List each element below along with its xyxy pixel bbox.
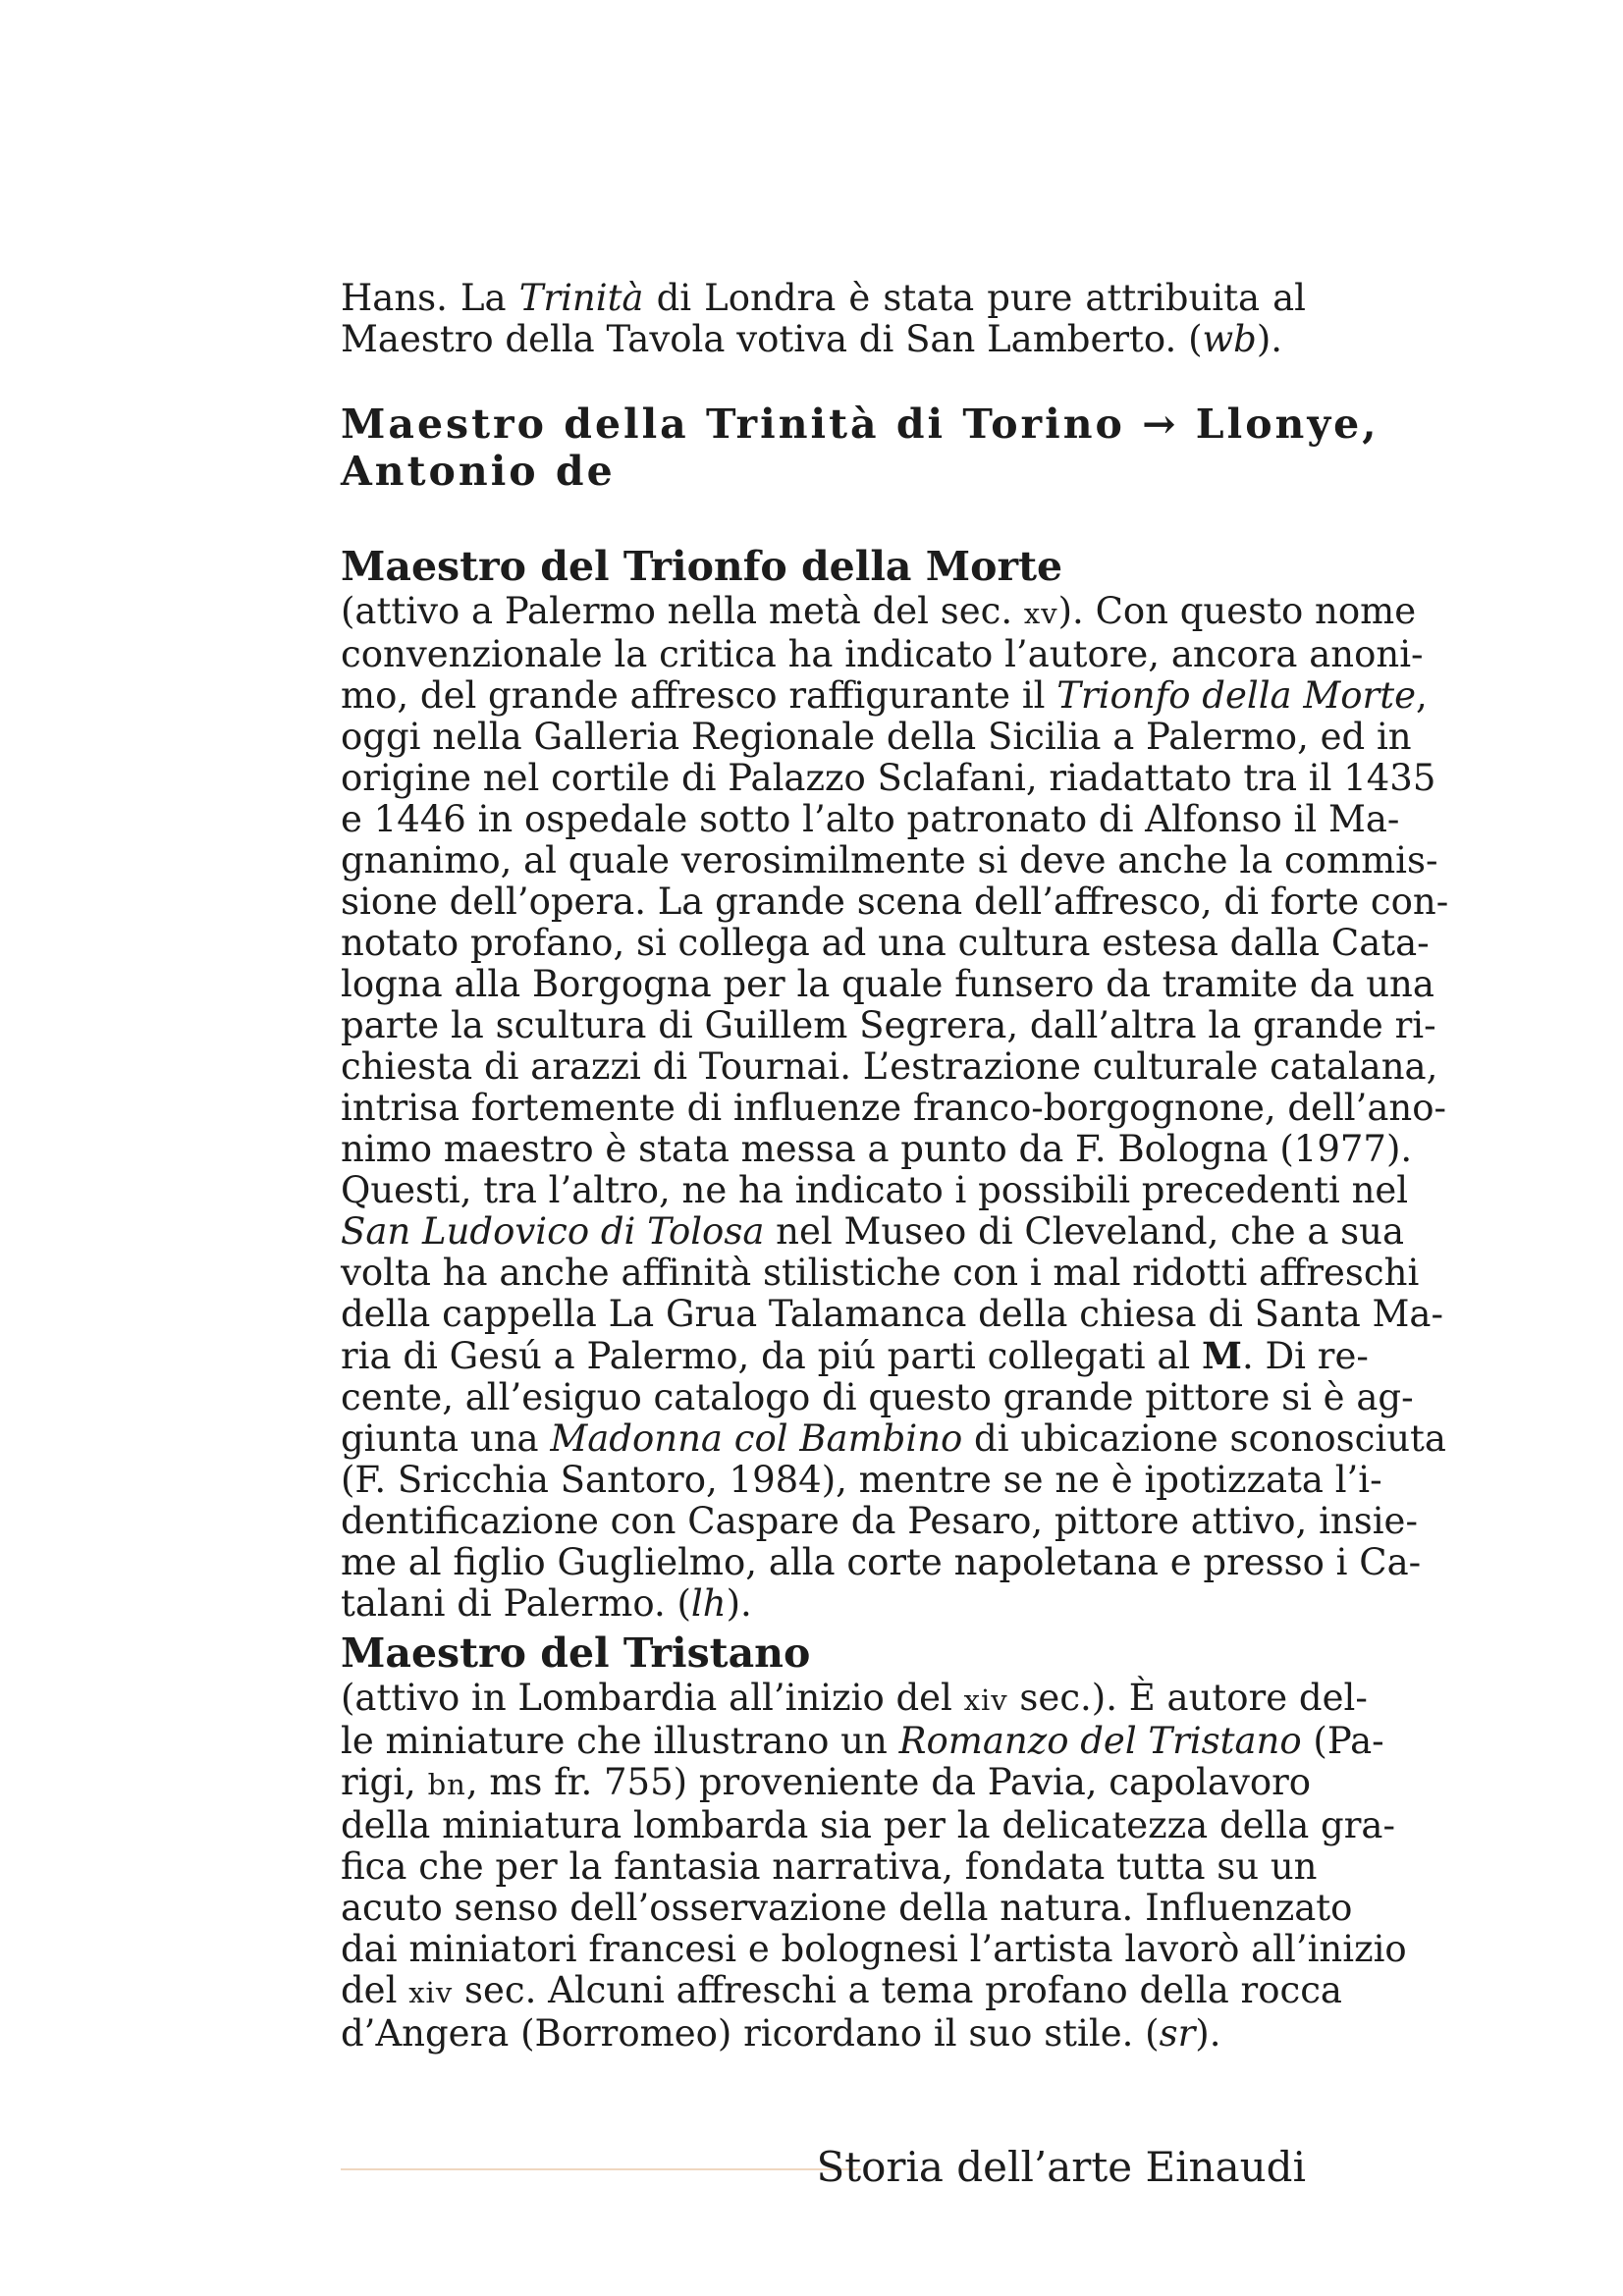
text-line: chiesta di arazzi di Tournai. L’estrazione culturale catalana,	[341, 1045, 1438, 1088]
text-line: cente, all’esiguo catalogo di questo grande pittore si è ag-	[341, 1376, 1414, 1418]
text-line: del xiv sec. Alcuni affreschi a tema profano della rocca	[341, 1969, 1342, 2011]
text-line: volta ha anche affinità stilistiche con i mal ridotti affreschi	[341, 1252, 1420, 1294]
text-line: giunta una Madonna col Bambino di ubicazione sconosciuta	[341, 1417, 1446, 1460]
entry-trinita-torino	[341, 400, 1380, 495]
text-line: dai miniatori francesi e bolognesi l’artista lavorò all’inizio	[341, 1928, 1407, 1970]
text-line: acuto senso dell’osservazione della natura. Influenzato	[341, 1887, 1353, 1929]
text-line: gnanimo, al quale verosimilmente si deve anche la commis-	[341, 839, 1438, 881]
text-line: sione dell’opera. La grande scena dell’affresco, di forte con-	[341, 881, 1449, 923]
text-line: rigi, bn, ms fr. 755) proveniente da Pavia, capolavoro	[341, 1761, 1312, 1803]
text-line: dentificazione con Caspare da Pesaro, pittore attivo, insie-	[341, 1500, 1418, 1542]
text-line: Questi, tra l’altro, ne ha indicato i possibili precedenti nel	[341, 1169, 1409, 1211]
text-line: talani di Palermo. (lh).	[341, 1582, 752, 1625]
text-line: d’Angera (Borromeo) ricordano il suo stile. (sr).	[341, 2012, 1221, 2055]
text-line: (F. Sricchia Santoro, 1984), mentre se ne è ipotizzata l’i-	[341, 1459, 1382, 1501]
footer-rule	[341, 2168, 861, 2170]
text-line: (attivo in Lombardia all’inizio del xiv sec.). È autore del-	[341, 1677, 1368, 1719]
text-line: Maestro della Tavola votiva di San Lamberto. (wb).	[341, 318, 1283, 360]
text-line: e 1446 in ospedale sotto l’alto patronato di Alfonso il Ma-	[341, 798, 1400, 840]
text-line: intrisa fortemente di influenze franco-borgognone, dell’ano-	[341, 1087, 1447, 1129]
text-line: della cappella La Grua Talamanca della chiesa di Santa Ma-	[341, 1293, 1443, 1335]
text-line: mo, del grande affresco raffigurante il Trionfo della Morte,	[341, 674, 1428, 717]
entry-heading: Maestro del Trionfo della Morte	[341, 543, 1063, 590]
text-line: Hans. La Trinità di Londra è stata pure attribuita al	[341, 277, 1307, 319]
entry-tristano	[341, 1629, 1407, 2055]
entry-heading: Antonio de	[341, 448, 616, 495]
text-line: notato profano, si collega ad una cultura estesa dalla Cata-	[341, 922, 1430, 964]
text-line: fica che per la fantasia narrativa, fondata tutta su un	[341, 1845, 1318, 1888]
text-line: me al figlio Guglielmo, alla corte napoletana e presso i Ca-	[341, 1541, 1422, 1583]
text-line: ria di Gesú a Palermo, da piú parti collegati al M. Di re-	[341, 1334, 1369, 1377]
footer-title: Storia dell’arte Einaudi	[816, 2143, 1306, 2191]
entry-continuation	[341, 278, 1306, 360]
text-line: parte la scultura di Guillem Segrera, dall’altra la grande ri-	[341, 1004, 1436, 1046]
entry-heading: Maestro della Trinità di Torino → Llonye,	[341, 400, 1380, 448]
text-line: origine nel cortile di Palazzo Sclafani, riadattato tra il 1435	[341, 757, 1436, 799]
text-line: logna alla Borgogna per la quale funsero da tramite da una	[341, 963, 1434, 1005]
text-line: oggi nella Galleria Regionale della Sicilia a Palermo, ed in	[341, 716, 1412, 758]
entry-heading: Maestro del Tristano	[341, 1629, 811, 1677]
text-line: della miniatura lombarda sia per la delicatezza della gra-	[341, 1804, 1395, 1846]
text-line: convenzionale la critica ha indicato l’autore, ancora anoni-	[341, 633, 1424, 675]
text-line: (attivo a Palermo nella metà del sec. xv). Con questo nome	[341, 590, 1417, 632]
entry-trionfo-della-morte	[341, 543, 1449, 1625]
text-line: le miniature che illustrano un Romanzo del Tristano (Pa-	[341, 1720, 1384, 1762]
text-line: nimo maestro è stata messa a punto da F. Bologna (1977).	[341, 1128, 1413, 1170]
text-line: San Ludovico di Tolosa nel Museo di Cleveland, che a sua	[341, 1210, 1405, 1253]
